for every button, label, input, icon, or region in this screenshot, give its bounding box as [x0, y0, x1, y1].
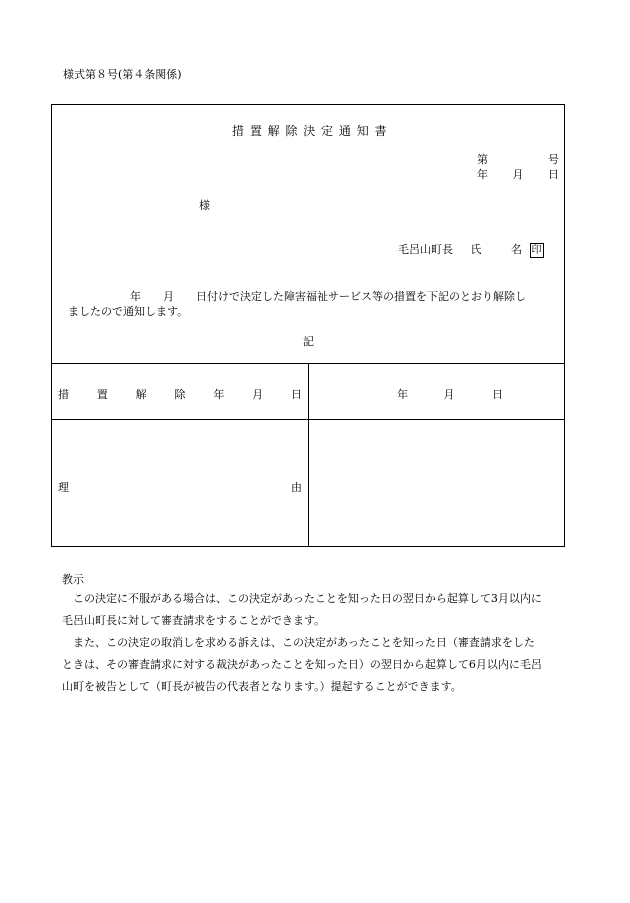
release-date-label — [58, 386, 302, 402]
ki-heading: 記 — [303, 335, 314, 348]
issue-date — [477, 166, 559, 182]
document-number — [477, 151, 559, 167]
notice-line: 山町を被告として（町長が被告の代表者となります。）提起することができます。 — [62, 680, 462, 693]
addressee-suffix: 様 — [199, 199, 210, 212]
issuer-name-label-1: 氏 — [470, 243, 482, 256]
body-line-1: 年 月 日付けで決定した障害福祉サービス等の措置を下記のとおり解除し — [130, 290, 526, 303]
date-year: 年 — [477, 168, 488, 181]
label-char: 解 — [135, 388, 147, 401]
label-char: 置 — [96, 388, 108, 401]
body-line-2: ましたので通知します。 — [68, 305, 189, 318]
notice-line: また、この決定の取消しを求める訴えは、この決定があったことを知った日（審査請求をした — [73, 636, 535, 649]
label-char: 年 — [213, 388, 225, 401]
notice-line: 毛呂山町長に対して審査請求をすることができます。 — [62, 614, 326, 627]
notice-heading: 教示 — [62, 573, 84, 586]
value-month: 月 — [443, 388, 455, 401]
doc-number-prefix: 第 — [477, 153, 488, 166]
seal-mark: 印 — [531, 245, 542, 256]
notice-text — [62, 588, 567, 698]
form-number: 様式第８号(第４条関係) — [63, 68, 182, 81]
label-char: 措 — [58, 388, 69, 401]
value-day: 日 — [492, 388, 503, 401]
label-char: 除 — [174, 388, 186, 401]
notice-line: ときは、その審査請求に対する裁決があったことを知った日）の翌日から起算して6月以内に毛呂 — [62, 658, 542, 671]
issuer-title: 毛呂山町長 — [398, 243, 453, 256]
notice-line: この決定に不服がある場合は、この決定があったことを知った日の翌日から起算して3月以内に — [73, 592, 542, 605]
issuer-line — [398, 241, 544, 258]
doc-number-suffix: 号 — [548, 153, 559, 166]
issuer-name-label-2: 名 — [511, 243, 522, 256]
date-day: 日 — [548, 168, 559, 181]
reason-label-right: 由 — [291, 481, 302, 494]
table-column-divider — [308, 363, 309, 547]
reason-label-left: 理 — [58, 481, 69, 494]
value-year: 年 — [397, 388, 408, 401]
date-month: 月 — [512, 168, 524, 181]
label-char: 日 — [290, 388, 302, 401]
label-char: 月 — [252, 388, 264, 401]
document-title: 措 置 解 除 決 定 通 知 書 — [232, 124, 388, 138]
release-date-value — [397, 386, 503, 402]
